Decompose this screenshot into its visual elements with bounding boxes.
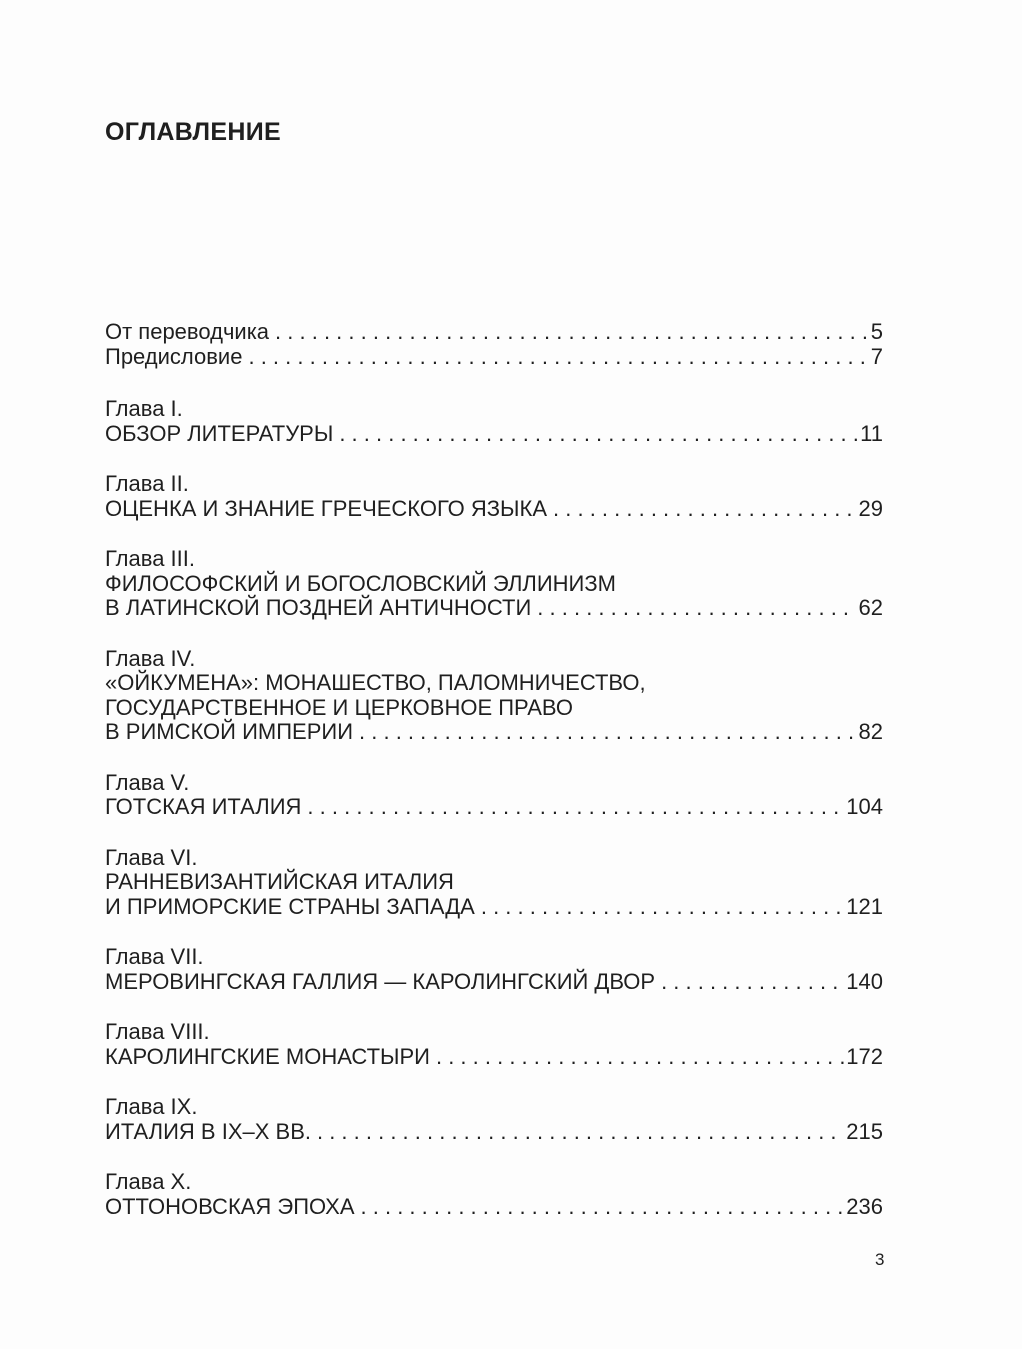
toc-line: [105, 345, 883, 370]
dot-leader: [661, 970, 844, 995]
toc-entry-chapter-9[interactable]: [105, 1095, 883, 1144]
toc-entry-preface[interactable]: [105, 345, 883, 370]
chapter-title: ОТТОНОВСКАЯ ЭПОХА: [105, 1193, 355, 1219]
entry-title: От переводчика: [105, 319, 270, 344]
dot-leader: [248, 345, 868, 370]
toc-line: [105, 1045, 883, 1070]
toc-line: [105, 1120, 883, 1145]
page-number: 11: [860, 420, 883, 446]
page-number: 5: [870, 319, 883, 344]
toc-line: [105, 320, 883, 345]
chapter-title-line: РАННЕВИЗАНТИЙСКАЯ ИТАЛИЯ: [105, 869, 454, 894]
dot-leader: [481, 895, 844, 920]
chapter-label: Глава I.: [105, 396, 183, 421]
chapter-title: КАРОЛИНГСКИЕ МОНАСТЫРИ: [105, 1043, 430, 1069]
toc-entry-translator[interactable]: [105, 320, 883, 345]
toc-line: [105, 720, 883, 745]
chapter-title: И ПРИМОРСКИЕ СТРАНЫ ЗАПАДА: [105, 893, 475, 919]
dot-leader: [436, 1045, 844, 1070]
toc-line: [105, 1195, 883, 1220]
toc-entry-chapter-6[interactable]: [105, 846, 883, 920]
chapter-title-line: ГОСУДАРСТВЕННОЕ И ЦЕРКОВНОЕ ПРАВО: [105, 694, 573, 720]
page-number: 7: [870, 343, 883, 369]
chapter-title: ГОТСКАЯ ИТАЛИЯ: [105, 794, 302, 819]
chapter-label: Глава II.: [105, 471, 189, 496]
page-number: 236: [846, 1193, 883, 1219]
page-number: 82: [858, 719, 883, 744]
dot-leader: [359, 720, 857, 745]
dot-leader: [339, 422, 858, 447]
toc-entry-chapter-5[interactable]: [105, 771, 883, 820]
page-number: 29: [858, 495, 883, 521]
chapter-title: ИТАЛИЯ В IX–X ВВ.: [105, 1118, 311, 1144]
chapter-title: МЕРОВИНГСКАЯ ГАЛЛИЯ — КАРОЛИНГСКИЙ ДВОР: [105, 968, 656, 994]
chapter-title: В РИМСКОЙ ИМПЕРИИ: [105, 719, 354, 744]
chapter-label: Глава VII.: [105, 944, 204, 969]
dot-leader: [553, 497, 856, 522]
chapter-label: Глава VI.: [105, 844, 198, 870]
chapter-label: Глава X.: [105, 1169, 192, 1194]
toc-line: [105, 970, 883, 995]
toc-entry-chapter-2[interactable]: [105, 472, 883, 521]
toc-entry-chapter-4[interactable]: [105, 647, 883, 745]
table-of-contents: [105, 320, 883, 1245]
dot-leader: [317, 1120, 844, 1145]
entry-title: Предисловие: [105, 343, 243, 369]
page-number: 121: [846, 893, 883, 919]
dot-leader: [537, 596, 856, 621]
page-number: 172: [846, 1043, 883, 1069]
dot-leader: [361, 1195, 845, 1220]
dot-leader: [275, 320, 869, 345]
toc-entry-chapter-10[interactable]: [105, 1170, 883, 1219]
toc-entry-chapter-7[interactable]: [105, 945, 883, 994]
toc-line: [105, 422, 883, 447]
chapter-title: ОЦЕНКА И ЗНАНИЕ ГРЕЧЕСКОГО ЯЗЫКА: [105, 495, 548, 521]
toc-line: [105, 895, 883, 920]
page-folio-number: 3: [875, 1250, 885, 1269]
toc-entry-chapter-1[interactable]: [105, 397, 883, 446]
toc-entry-chapter-8[interactable]: [105, 1020, 883, 1069]
chapter-title-line: «ОЙКУМЕНА»: МОНАШЕСТВО, ПАЛОМНИЧЕСТВО,: [105, 670, 646, 695]
chapter-title-line: ФИЛОСОФСКИЙ И БОГОСЛОВСКИЙ ЭЛЛИНИЗМ: [105, 570, 616, 596]
chapter-label: Глава III.: [105, 546, 195, 571]
page-number: 215: [846, 1118, 883, 1144]
page-title: ОГЛАВЛЕНИЕ: [105, 118, 281, 146]
page-number: 140: [846, 968, 883, 994]
chapter-title: В ЛАТИНСКОЙ ПОЗДНЕЙ АНТИЧНОСТИ: [105, 595, 532, 620]
chapter-label: Глава V.: [105, 769, 190, 795]
toc-entry-chapter-3[interactable]: [105, 547, 883, 621]
page-number: 104: [846, 794, 883, 819]
toc-line: [105, 497, 883, 522]
dot-leader: [307, 795, 844, 820]
toc-line: [105, 795, 883, 820]
chapter-title: ОБЗОР ЛИТЕРАТУРЫ: [105, 420, 334, 446]
page-number: 62: [858, 595, 883, 620]
chapter-label: Глава VIII.: [105, 1019, 210, 1044]
toc-line: [105, 596, 883, 621]
chapter-label: Глава IX.: [105, 1094, 198, 1119]
chapter-label: Глава IV.: [105, 645, 196, 671]
